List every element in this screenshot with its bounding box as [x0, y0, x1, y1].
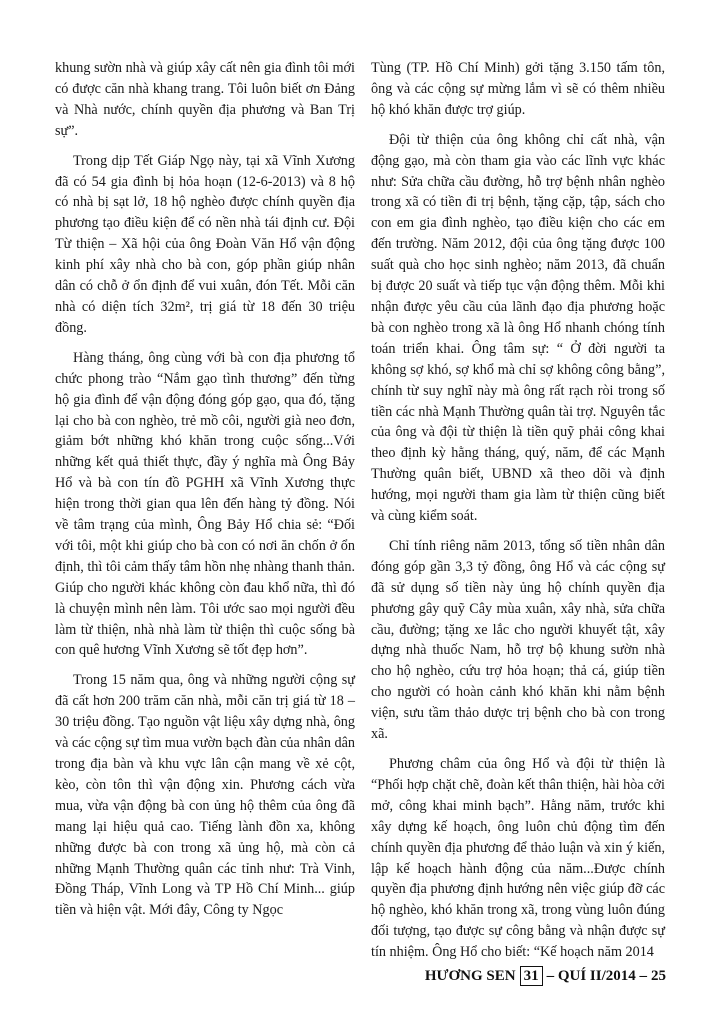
- page-footer: [400, 966, 666, 986]
- magazine-name: HƯƠNG SEN: [424, 967, 516, 984]
- paragraph: Tùng (TP. Hồ Chí Minh) gởi tặng 3.150 tấm tôn, ông và các cộng sự mừng lắm vì sẽ có thêm nhiều hộ khó khăn được trợ giúp.: [371, 60, 665, 118]
- paragraph: Hàng tháng, ông cùng với bà con địa phương tổ chức phong trào “Nắm gạo tình thương” đến từng hộ gia đình để vận động đóng góp gạo, qua đó, tặng lại cho bà con nghèo, trẻ mồ côi, người già neo đơn, giảm bớt những khó khăn trong cuộc sống...Với những kết quả thiết thực, đầy ý nghĩa mà Ông Bảy Hổ và bà con tín đồ PGHH xã Vĩnh Xương thực hiện trong thời gian qua lên đến hàng tỷ đồng. Nói về tâm trạng của mình, Ông Bảy Hổ chia sẻ: “Đối với tôi, một khi giúp cho bà con có nơi ăn chốn ở ổn định, thì tôi cảm thấy tâm hồn nhẹ nhàng thanh thản. Giúp cho người khác không còn đau khổ nữa, thì đó là chuyện mình nên làm. Tôi ước sao mọi người đều làm từ thiện, nhà nhà làm từ thiện thì cuộc sống bà con quê hương Vĩnh Xương sẽ tốt đẹp hơn”.: [55, 349, 355, 659]
- paragraph: Trong 15 năm qua, ông và những người cộng sự đã cất hơn 200 trăm căn nhà, mỗi căn trị giá từ 18 – 30 triệu đồng. Tạo nguồn vật liệu xây dựng nhà, ông và các cộng sự tìm mua vườn bạch đàn của nhân dân trong địa bàn và khu vực lân cận mang về xẻ cột, kèo, còn tôn thì vận động xin. Phương cách vừa mua, vừa vận động bà con ủng hộ thêm của ông đã mang lại hiệu quả cao. Tiếng lành đồn xa, không những được bà con trong xã ủng hộ, mà còn cả những Mạnh Thường quân các tỉnh như: Trà Vinh, Đồng Tháp, Vĩnh Long và TP Hồ Chí Minh... giúp tiền và hiện vật. Mới đây, Công ty Ngọc: [55, 672, 355, 919]
- paragraph: [55, 151, 355, 339]
- page-number: 25: [651, 967, 666, 984]
- paragraph-text-tail: trị giá từ 18 đến 30 triệu đồng.: [55, 298, 355, 336]
- paragraph-text: Trong dịp Tết Giáp Ngọ này, tại xã Vĩnh Xương đã có 54 gia đình bị hỏa hoạn (12-6-2013) và 8 hộ có nhà bị sạt lở, 18 hộ nghèo được chính quyền địa phương tạo điều kiện để có nền nhà tái định cư. Đội Từ thiện – Xã hội của ông Đoàn Văn Hổ vận động kinh phí xây nhà cho bà con, góp phần giúp nhân dân có chỗ ở ổn định để vui xuân, đón Tết. Mỗi căn nhà có diện tích 32m²,: [55, 152, 355, 315]
- paragraph: khung sườn nhà và giúp xây cất nên gia đình tôi mới có được căn nhà khang trang. Tôi luôn biết ơn Đảng và Nhà nước, chính quyền địa phương và Ban Trị sự”.: [55, 60, 355, 139]
- paragraph: Đội từ thiện của ông không chỉ cất nhà, vận động gạo, mà còn tham gia vào các lĩnh vực khác như: Sửa chữa cầu đường, hỗ trợ bệnh nhân nghèo trong xã có tiền đi trị bệnh, tặng cặp, tập, sách cho con em gia đình nghèo, tạo điều kiện cho các em đến trường. Năm 2012, đội của ông tặng được 100 suất quà cho học sinh nghèo; năm 2013, đã chuẩn bị được 20 suất và tiếp tục vận động thêm. Mỗi khi nhận được yêu cầu của lãnh đạo địa phương hoặc bà con nghèo trong xã là ông Hổ nhanh chóng tính toán triển khai. Ông tâm sự: “ Ở đời người ta không sợ khó, sợ khổ mà chỉ sợ không công bằng”, chính từ suy nghĩ này mà ông rất rạch ròi trong số tiền các nhà Mạnh Thường quân tài trợ. Nguyên tắc của ông và đội từ thiện là tiền quỹ phải công khai theo định kỳ hằng tháng, quý, năm, để các Mạnh Thường quân biết, UBND xã theo dõi và định hướng, mọi người tham gia làm từ thiện cũng biết và cùng kiểm soát.: [371, 131, 665, 525]
- paragraph: Phương châm của ông Hổ và đội từ thiện là “Phối hợp chặt chẽ, đoàn kết thân thiện, hài hòa cởi mở, công khai minh bạch”. Hằng năm, trước khi xây dựng kế hoạch, ông luôn chủ động tìm đến chính quyền địa phương để thảo luận và xin ý kiến, lập kế hoạch hành động của năm...Được chính quyền địa phương định hướng nên việc giúp đỡ các hộ nghèo, khó khăn trong xã, trong vùng luôn đúng đối tượng, tạo được sự công bằng và nhận được sự tín nhiệm. Ông Hổ cho biết: “Kế hoạch năm 2014: [371, 756, 665, 961]
- issue-quarter: – QUÍ II/2014 –: [546, 967, 647, 984]
- issue-number: 31: [520, 966, 543, 986]
- paragraph: Chỉ tính riêng năm 2013, tổng số tiền nhân dân đóng góp gần 3,3 tỷ đồng, ông Hổ và các cộng sự đã sử dụng số tiền này ủng hộ chính quyền địa phương gây quỹ Cây mùa xuân, xây nhà, sửa chữa cầu, đường; tặng xe lắc cho người khuyết tật, xây dựng nhà thuốc Nam, hỗ trợ bộ khung sườn nhà cho hộ nghèo, cứu trợ hỏa hoạn; thả cá, giúp tiền cho người có hoàn cảnh khó khăn khi nằm bệnh viện, sưu tầm thảo dược trị bệnh cho bà con trong xã.: [371, 537, 665, 743]
- left-column: [55, 58, 355, 921]
- right-column: [371, 58, 665, 963]
